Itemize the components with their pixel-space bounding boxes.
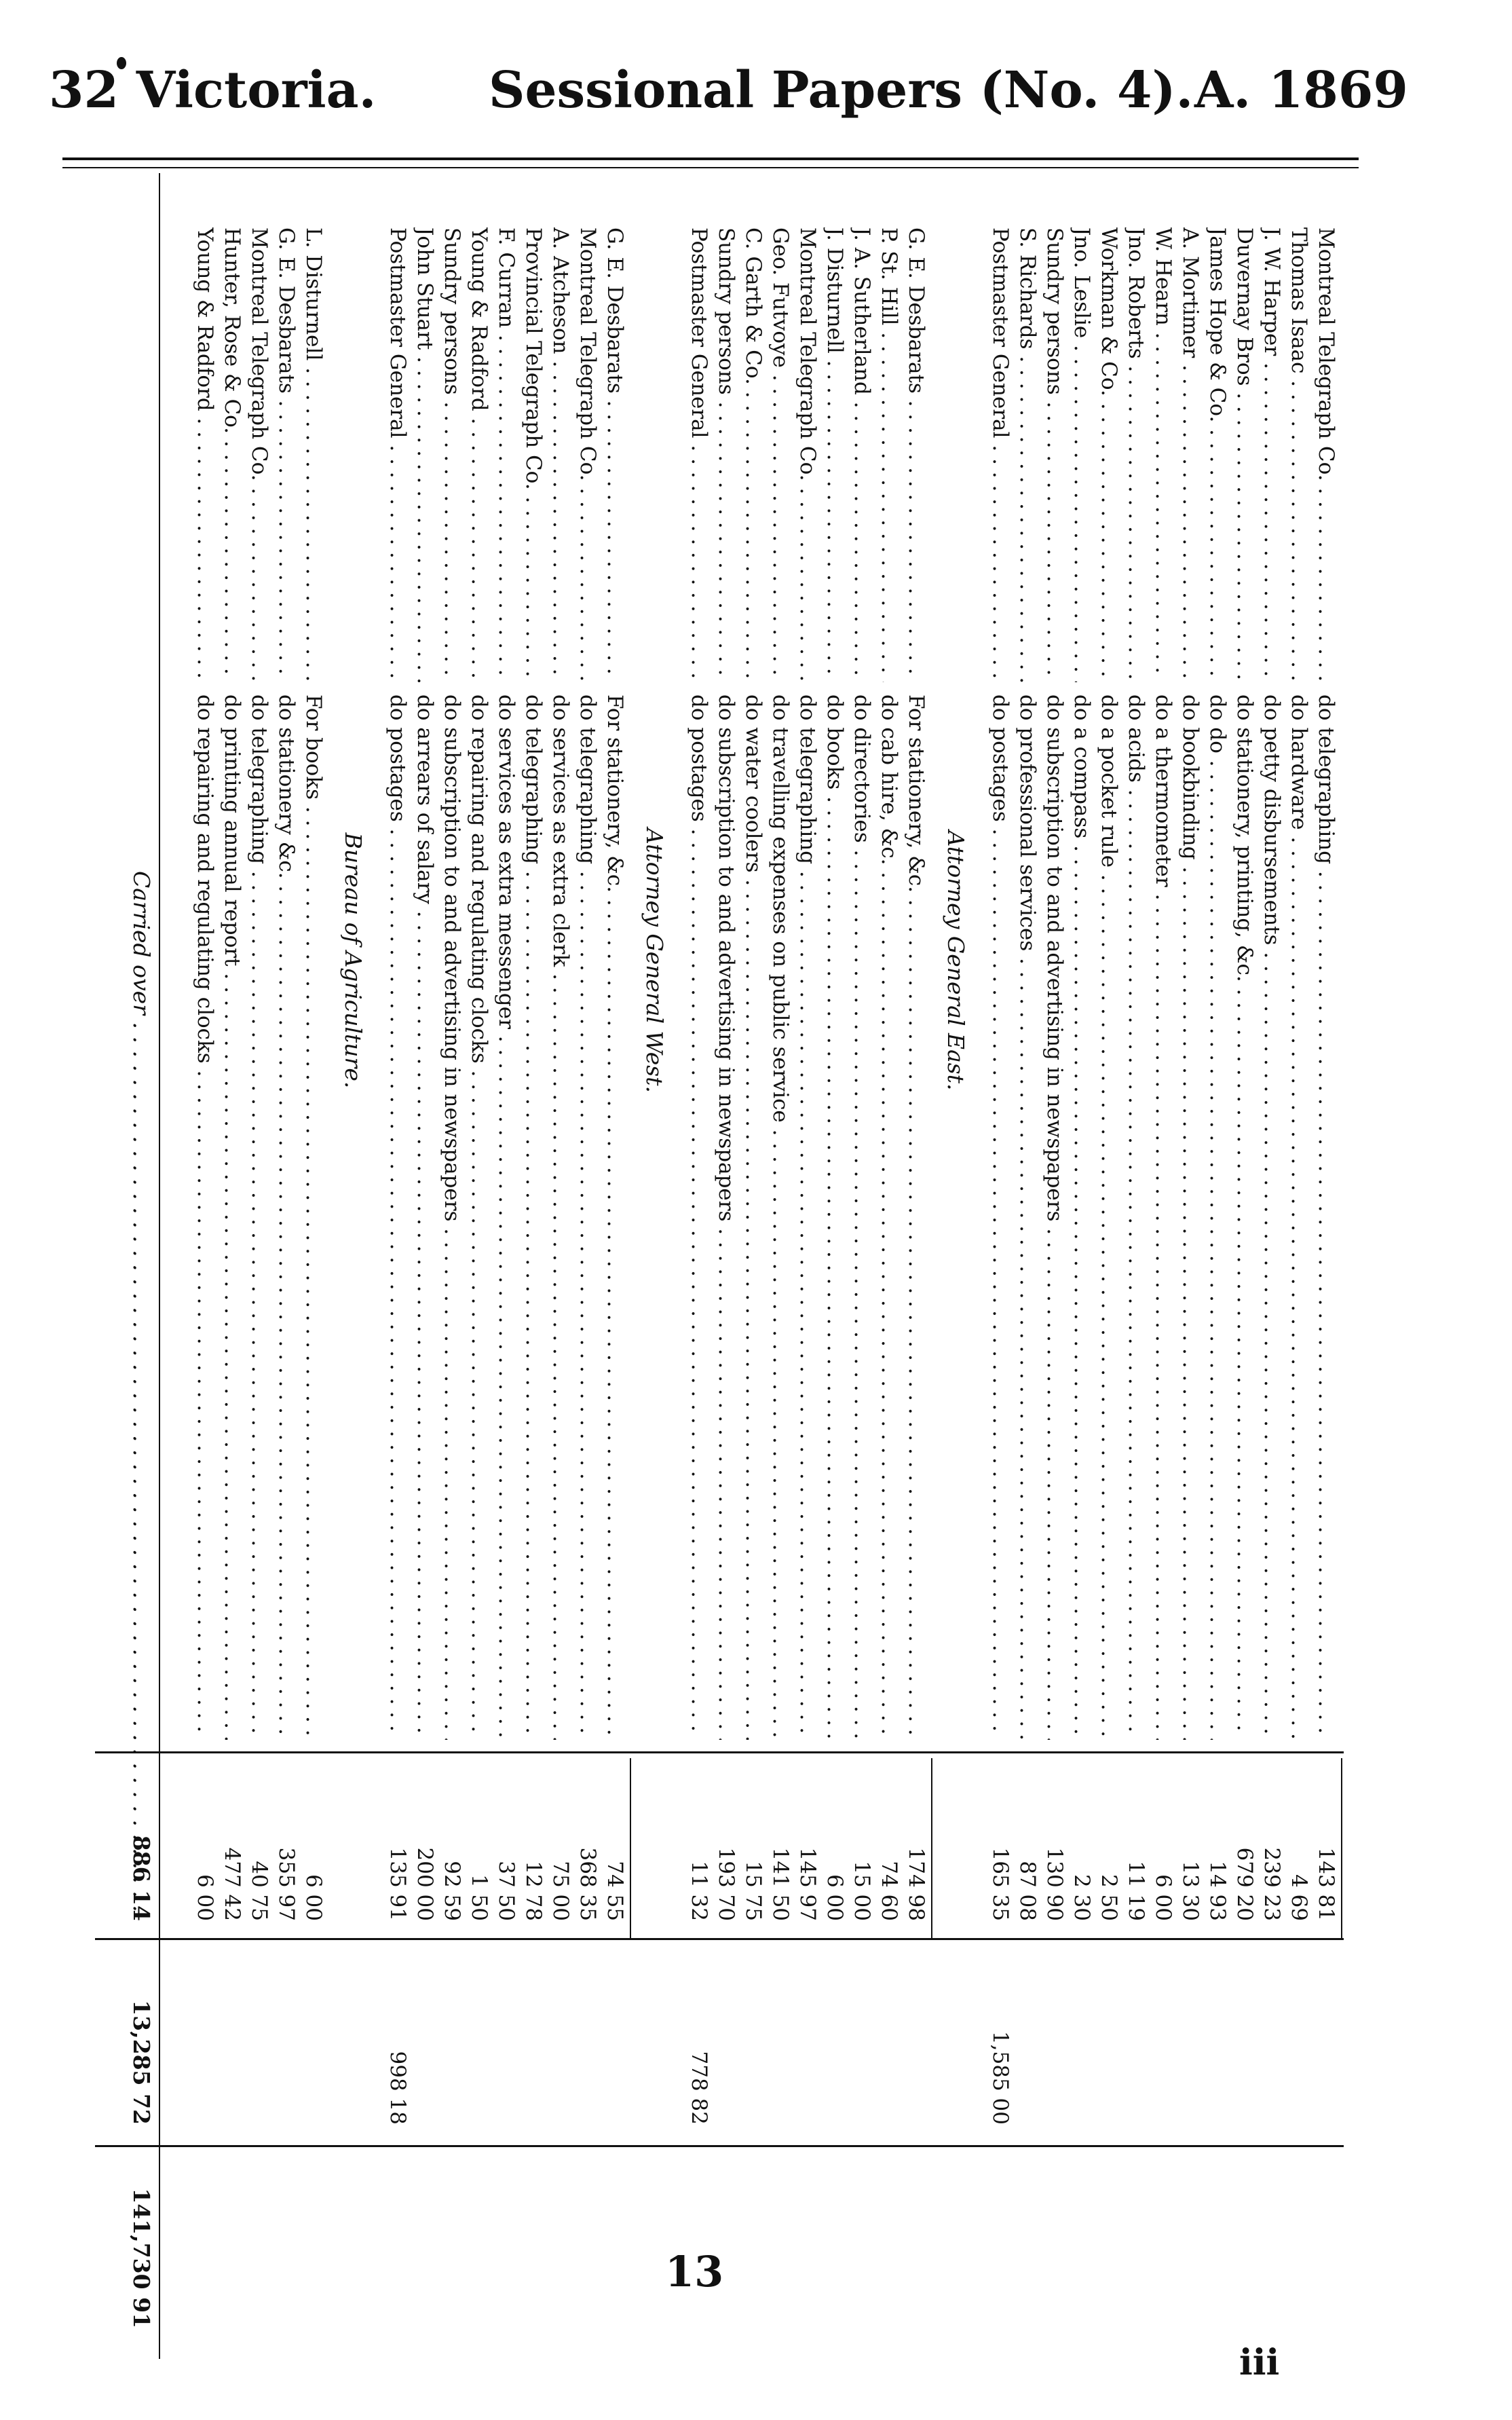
payment-description: do repairing and regulating clocks . . . bbox=[466, 694, 493, 1740]
payee-name: Montreal Telegraph Co. . . . bbox=[794, 227, 821, 682]
item-amount: 6 00 bbox=[193, 1874, 217, 1921]
table-row bbox=[273, 173, 300, 2406]
payee-name: C. Garth & Co. . . . bbox=[740, 227, 767, 682]
payee-name: Young & Radford . . . bbox=[191, 227, 219, 682]
carried-over-subtotal: 13,285 72 bbox=[128, 2000, 155, 2125]
payment-description: do a compass . . . bbox=[1068, 694, 1095, 1740]
payee-name: Workman & Co. . . . bbox=[1095, 227, 1122, 682]
section-subtotal: 1,585 00 bbox=[988, 2030, 1013, 2125]
payment-description: do postages . . . bbox=[685, 694, 713, 1740]
payee-name: Montreal Telegraph Co. . . . bbox=[246, 227, 273, 682]
roman-numeral-mark: iii bbox=[1239, 2342, 1280, 2383]
item-amount: 368 35 bbox=[575, 1847, 600, 1921]
item-amount: 12 78 bbox=[521, 1861, 546, 1921]
payment-description: do subscription to and advertising in newspapers . . . bbox=[438, 694, 466, 1740]
payee-name: W. Hearn . . . bbox=[1150, 227, 1177, 682]
payee-name: Sundry persons . . . bbox=[1041, 227, 1068, 682]
top-rule-thick bbox=[62, 157, 1359, 160]
table-row bbox=[1150, 173, 1177, 2406]
payment-description: do telegraphing . . . bbox=[520, 694, 547, 1740]
item-amount: 200 00 bbox=[413, 1847, 437, 1921]
payee-name: Jno. Roberts . . . bbox=[1122, 227, 1150, 682]
payee-name: F. Curran . . . bbox=[493, 227, 520, 682]
payment-description: do subscription to and advertising in newspapers . . . bbox=[713, 694, 740, 1740]
payee-name: A. Mortimer . . . bbox=[1177, 227, 1204, 682]
carried-over-label: Carried over . . . bbox=[128, 694, 155, 1916]
item-amount: 14 93 bbox=[1205, 1861, 1230, 1921]
item-amount: 15 00 bbox=[850, 1861, 874, 1921]
table-row bbox=[1014, 173, 1041, 2406]
item-amount: 355 97 bbox=[274, 1847, 299, 1921]
payee-name: Postmaster General . . . bbox=[685, 227, 713, 682]
section-subtotal-row bbox=[685, 173, 713, 2406]
table-row bbox=[1041, 173, 1068, 2406]
item-amount: 74 60 bbox=[877, 1861, 901, 1921]
item-amount: 174 98 bbox=[904, 1847, 928, 1921]
payment-description: do arrears of salary . . . bbox=[411, 694, 438, 1740]
payment-description: do hardware . . . bbox=[1285, 694, 1312, 1740]
table-row bbox=[1068, 173, 1095, 2406]
payment-description: do stationery, printing, &c. . . . bbox=[1231, 694, 1258, 1740]
payee-name: Sundry persons . . . bbox=[438, 227, 466, 682]
payment-description: For books . . . bbox=[300, 694, 327, 1740]
table-row bbox=[493, 173, 520, 2406]
item-amount: 13 30 bbox=[1178, 1861, 1203, 1921]
payee-name: G. E. Desbarats . . . bbox=[273, 227, 300, 682]
item-amount: 11 19 bbox=[1124, 1861, 1148, 1921]
section-title: Attorney General West. bbox=[641, 828, 668, 1093]
payee-name: Jno. Leslie . . . bbox=[1068, 227, 1095, 682]
payee-name: Geo. Futvoye . . . bbox=[767, 227, 794, 682]
table-row bbox=[547, 173, 574, 2406]
carried-over-row bbox=[128, 173, 155, 2406]
item-amount: 239 23 bbox=[1260, 1847, 1284, 1921]
table-row bbox=[1122, 173, 1150, 2406]
payment-description: do postages . . . bbox=[987, 694, 1014, 1740]
item-amount: 92 59 bbox=[440, 1861, 464, 1921]
table-row bbox=[1204, 173, 1231, 2406]
table-row bbox=[821, 173, 848, 2406]
table-row bbox=[574, 173, 601, 2406]
table-row bbox=[767, 173, 794, 2406]
item-amount: 6 00 bbox=[823, 1874, 847, 1921]
payment-description: do bookbinding . . . bbox=[1177, 694, 1204, 1740]
payee-name: J. A. Sutherland . . . bbox=[848, 227, 875, 682]
page-header bbox=[0, 48, 1512, 122]
payee-name: John Stuart . . . bbox=[411, 227, 438, 682]
item-amount: 87 08 bbox=[1015, 1861, 1040, 1921]
payee-name: G. E. Desbarats . . . bbox=[903, 227, 930, 682]
payment-description: do acids . . . bbox=[1122, 694, 1150, 1740]
table-row bbox=[1285, 173, 1312, 2406]
payee-name: A. Atcheson . . . bbox=[547, 227, 574, 682]
payment-description: do petty disbursements . . . bbox=[1258, 694, 1285, 1740]
table-row bbox=[520, 173, 547, 2406]
payment-description: For stationery, &c. . . . bbox=[601, 694, 628, 1740]
payment-description: do repairing and regulating clocks . . . bbox=[191, 694, 219, 1740]
item-amount: 679 20 bbox=[1232, 1847, 1257, 1921]
table-row bbox=[1095, 173, 1122, 2406]
item-amount: 477 42 bbox=[220, 1847, 244, 1921]
header-left: 32 Victoria. bbox=[49, 61, 377, 119]
payee-name: Thomas Isaac . . . bbox=[1285, 227, 1312, 682]
total-rule bbox=[159, 173, 160, 2359]
payee-name: S. Richards . . . bbox=[1014, 227, 1041, 682]
section-title: Attorney General East. bbox=[943, 830, 969, 1091]
payee-name: James Hope & Co. . . . bbox=[1204, 227, 1231, 682]
table-row bbox=[219, 173, 246, 2406]
payee-name: Postmaster General . . . bbox=[987, 227, 1014, 682]
payee-name: Duvernay Bros . . . bbox=[1231, 227, 1258, 682]
item-amount: 74 55 bbox=[603, 1861, 627, 1921]
item-amount: 2 30 bbox=[1070, 1874, 1094, 1921]
payment-description: do do . . . bbox=[1204, 694, 1231, 1740]
item-amount: 1 50 bbox=[467, 1874, 491, 1921]
table-row bbox=[1231, 173, 1258, 2406]
table-row bbox=[875, 173, 903, 2406]
item-amount: 193 70 bbox=[714, 1847, 738, 1921]
payee-name: Young & Radford . . . bbox=[466, 227, 493, 682]
page-number-mark: 13 bbox=[665, 2247, 724, 2296]
payment-description: do services as extra clerk . . . bbox=[547, 694, 574, 1740]
table-row bbox=[903, 173, 930, 2406]
payment-description: do subscription to and advertising in newspapers . . . bbox=[1041, 694, 1068, 1740]
table-row bbox=[466, 173, 493, 2406]
payment-description: do stationery &c. . . . bbox=[273, 694, 300, 1740]
item-amount: 2 50 bbox=[1097, 1874, 1121, 1921]
item-amount: 11 32 bbox=[687, 1861, 711, 1921]
item-amount: 130 90 bbox=[1042, 1847, 1067, 1921]
table-row bbox=[1312, 173, 1340, 2406]
payee-name: Sundry persons . . . bbox=[713, 227, 740, 682]
payment-description: do telegraphing . . . bbox=[574, 694, 601, 1740]
section-subtotal-row bbox=[987, 173, 1014, 2406]
payee-name: Postmaster General . . . bbox=[384, 227, 411, 682]
table-row bbox=[411, 173, 438, 2406]
item-amount: 40 75 bbox=[247, 1861, 271, 1921]
item-amount: 15 75 bbox=[741, 1861, 766, 1921]
payment-description: do postages . . . bbox=[384, 694, 411, 1740]
item-amount: 37 50 bbox=[494, 1861, 518, 1921]
section-subtotal: 998 18 bbox=[385, 2051, 410, 2125]
item-amount: 6 00 bbox=[1151, 1874, 1175, 1921]
payment-description: do telegraphing . . . bbox=[246, 694, 273, 1740]
header-center: Sessional Papers (No. 4). bbox=[489, 61, 1194, 119]
subtotal-bracket-rule bbox=[1341, 1758, 1342, 1938]
payee-name: J. W. Harper . . . bbox=[1258, 227, 1285, 682]
payee-name: P. St. Hill . . . bbox=[875, 227, 903, 682]
table-row bbox=[300, 173, 327, 2406]
table-row bbox=[191, 173, 219, 2406]
payee-name: J. Disturnell . . . bbox=[821, 227, 848, 682]
item-amount: 145 97 bbox=[795, 1847, 820, 1921]
payment-description: do telegraphing . . . bbox=[794, 694, 821, 1740]
payee-name: G. E. Desbarats . . . bbox=[601, 227, 628, 682]
item-amount: 4 69 bbox=[1287, 1874, 1311, 1921]
ledger-table bbox=[61, 173, 1364, 2406]
table-row bbox=[601, 173, 628, 2406]
item-amount: 141 50 bbox=[768, 1847, 793, 1921]
payment-description: do services as extra messenger . . . bbox=[493, 694, 520, 1740]
table-row bbox=[438, 173, 466, 2406]
item-amount: 135 91 bbox=[385, 1847, 410, 1921]
payment-description: do professional services . . . bbox=[1014, 694, 1041, 1740]
payment-description: do a pocket rule . . . bbox=[1095, 694, 1122, 1740]
subtotal-bracket-rule bbox=[630, 1758, 631, 1938]
section-subtotal: 778 82 bbox=[687, 2051, 711, 2125]
top-rule-thin bbox=[62, 167, 1359, 168]
payment-description: do directories . . . bbox=[848, 694, 875, 1740]
payment-description: do a thermometer . . . bbox=[1150, 694, 1177, 1740]
payment-description: do travelling expenses on public service . . . bbox=[767, 694, 794, 1740]
payment-description: do water coolers . . . bbox=[740, 694, 767, 1740]
header-right: A. 1869 bbox=[1194, 61, 1408, 119]
payment-description: do books . . . bbox=[821, 694, 848, 1740]
payment-description: do telegraphing . . . bbox=[1312, 694, 1340, 1740]
table-row bbox=[1177, 173, 1204, 2406]
section-subtotal-row bbox=[384, 173, 411, 2406]
subtotal-bracket-rule bbox=[931, 1758, 932, 1938]
item-amount: 75 00 bbox=[548, 1861, 573, 1921]
table-row bbox=[794, 173, 821, 2406]
payee-name: Montreal Telegraph Co. . . . bbox=[1312, 227, 1340, 682]
payee-name: Provincial Telegraph Co. . . . bbox=[520, 227, 547, 682]
payment-description: do cab hire, &c. . . . bbox=[875, 694, 903, 1740]
payment-description: For stationery, &c. . . . bbox=[903, 694, 930, 1740]
table-row bbox=[1258, 173, 1285, 2406]
item-amount: 6 00 bbox=[301, 1874, 326, 1921]
table-row bbox=[713, 173, 740, 2406]
item-amount: 165 35 bbox=[988, 1847, 1013, 1921]
payee-name: Hunter, Rose & Co. . . . bbox=[219, 227, 246, 682]
carried-over-grand-total: 141,730 91 bbox=[128, 2188, 155, 2328]
payee-name: Montreal Telegraph Co. . . . bbox=[574, 227, 601, 682]
item-amount: 143 81 bbox=[1314, 1847, 1338, 1921]
table-row bbox=[740, 173, 767, 2406]
payment-description: do printing annual report . . . bbox=[219, 694, 246, 1740]
carried-over-amount: 886 14 bbox=[128, 1835, 155, 1921]
section-title: Bureau of Agriculture. bbox=[340, 832, 366, 1089]
table-row bbox=[848, 173, 875, 2406]
table-row bbox=[246, 173, 273, 2406]
payee-name: L. Disturnell . . . bbox=[300, 227, 327, 682]
